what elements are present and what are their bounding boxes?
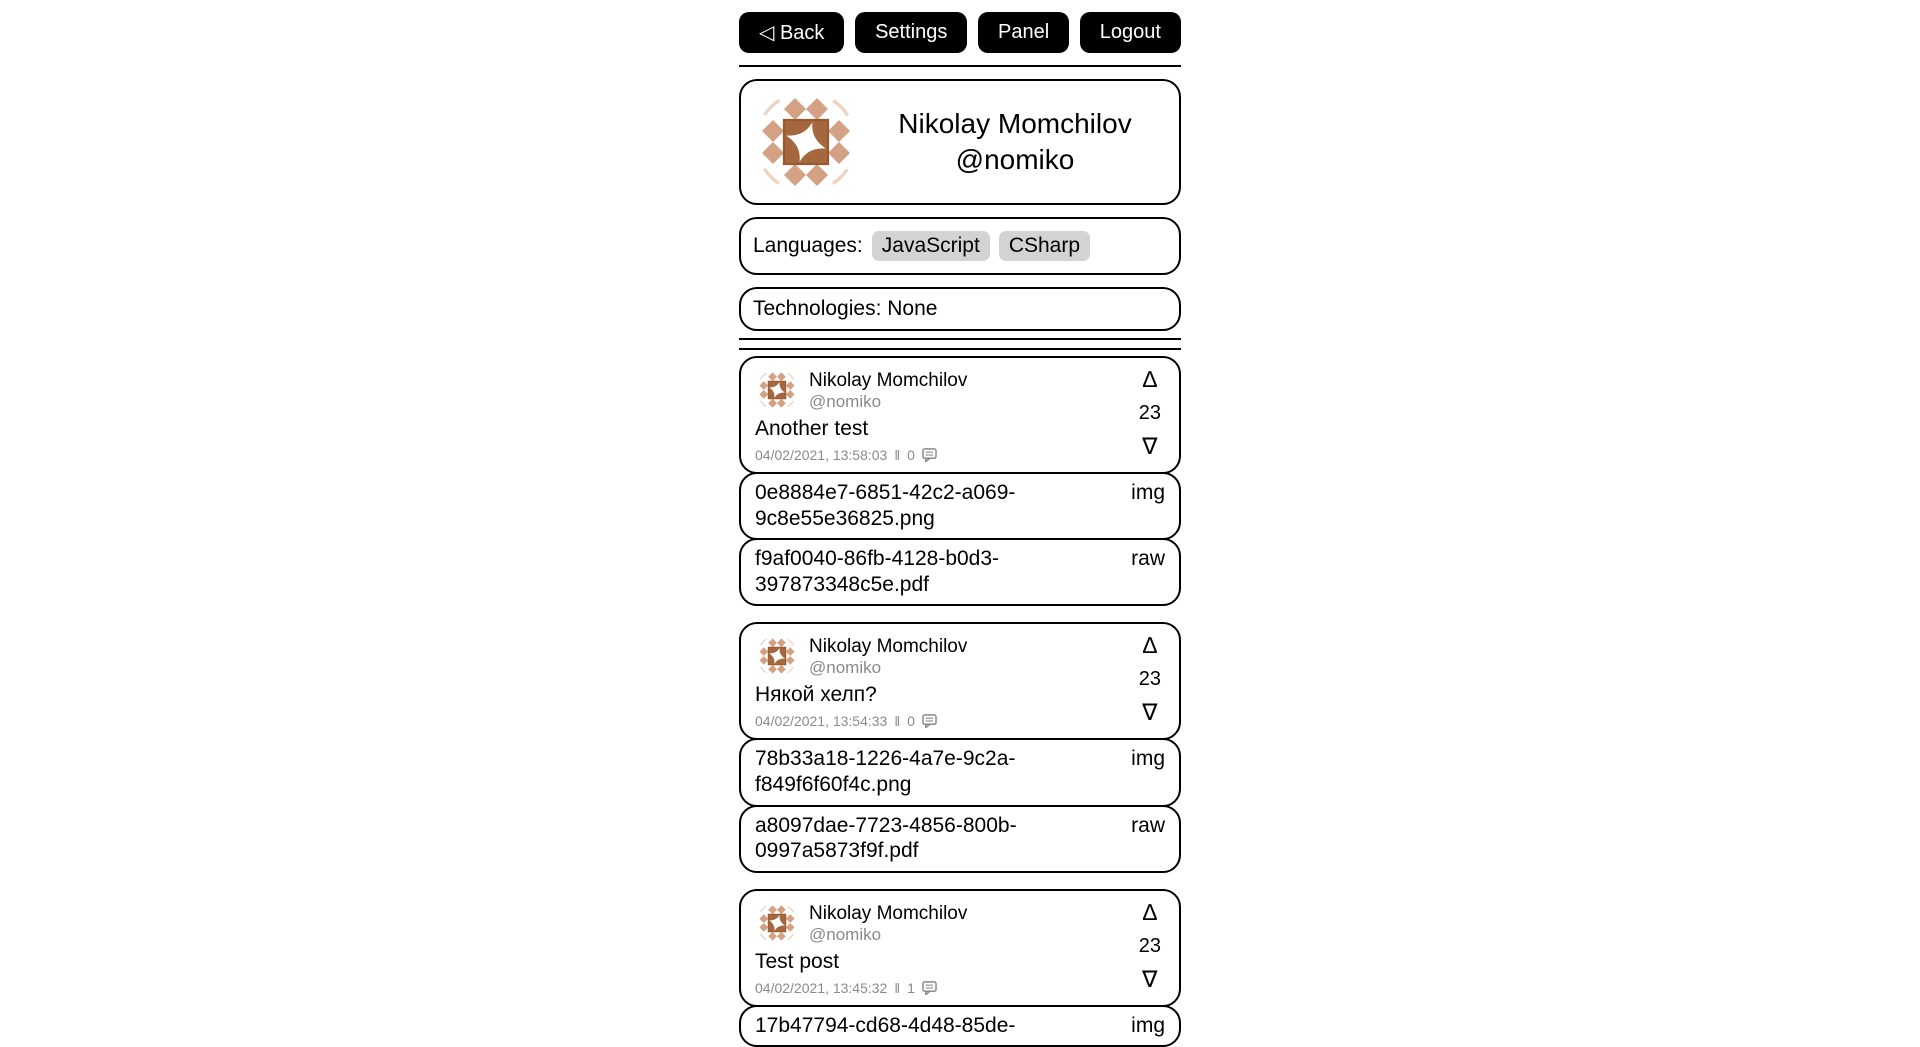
comment-count: 0 xyxy=(907,713,915,730)
post-header[interactable] xyxy=(739,889,1181,1007)
top-nav xyxy=(739,12,1181,53)
attachment-type: img xyxy=(1131,747,1165,771)
attachment-row[interactable] xyxy=(739,805,1181,873)
meta-separator: ‖ xyxy=(894,447,901,463)
downvote-button[interactable]: ∇ xyxy=(1142,699,1158,726)
upvote-button[interactable]: ∆ xyxy=(1142,632,1157,659)
nav-divider xyxy=(739,65,1181,67)
post-timestamp: 04/02/2021, 13:54:33 xyxy=(755,713,888,730)
post-meta xyxy=(755,447,1165,463)
vote-count: 23 xyxy=(1138,934,1161,957)
post-handle: @nomiko xyxy=(809,392,882,411)
post-author: Nikolay Momchilov xyxy=(809,902,968,924)
profile-name: Nikolay Momchilov xyxy=(898,107,1132,139)
post-author: Nikolay Momchilov xyxy=(809,636,968,658)
post-handle: @nomiko xyxy=(809,924,882,944)
downvote-button[interactable]: ∇ xyxy=(1142,965,1158,992)
technologies-label: Technologies: None xyxy=(753,297,938,320)
post-title[interactable]: Another test xyxy=(755,417,869,440)
back-button[interactable]: ◁ Back xyxy=(739,12,844,53)
languages-label: Languages: xyxy=(753,234,863,257)
comment-bubble-icon xyxy=(922,714,937,728)
attachment-row[interactable] xyxy=(739,1005,1181,1047)
post-meta xyxy=(755,713,1165,729)
comment-count: 0 xyxy=(907,447,915,463)
section-divider xyxy=(739,338,1181,350)
profile-avatar xyxy=(751,87,861,197)
attachment-filename: f9af0040-86fb-4128-b0d3-397873348c5e.pdf xyxy=(755,547,1000,596)
post-header[interactable] xyxy=(739,622,1181,740)
profile-handle: @nomiko xyxy=(955,144,1075,175)
attachment-filename: 0e8884e7-6851-42c2-a069-9c8e55e36825.png xyxy=(755,481,1016,530)
post-timestamp: 04/02/2021, 13:45:32 xyxy=(755,979,888,996)
attachment-type: raw xyxy=(1131,547,1165,571)
technologies-card xyxy=(739,287,1181,331)
post-header[interactable] xyxy=(739,356,1181,474)
panel-button[interactable]: Panel xyxy=(978,12,1069,53)
post-timestamp: 04/02/2021, 13:58:03 xyxy=(755,447,888,463)
post-title[interactable]: Някой хелп? xyxy=(755,683,877,707)
post-meta xyxy=(755,980,1165,996)
attachment-row[interactable] xyxy=(739,538,1181,606)
settings-button[interactable]: Settings xyxy=(855,12,967,53)
post-card xyxy=(739,622,1181,872)
profile-names xyxy=(861,106,1169,179)
profile-card xyxy=(739,79,1181,205)
downvote-button[interactable]: ∇ xyxy=(1142,433,1158,459)
languages-card xyxy=(739,217,1181,275)
upvote-button[interactable]: ∆ xyxy=(1142,366,1157,392)
attachment-filename: 17b47794-cd68-4d48-85de- xyxy=(755,1013,1016,1037)
post-author: Nikolay Momchilov xyxy=(809,370,968,391)
attachment-type: raw xyxy=(1131,813,1165,837)
post-title[interactable]: Test post xyxy=(755,949,840,973)
vote-column xyxy=(1139,368,1161,458)
attachment-row[interactable] xyxy=(739,472,1181,540)
comment-bubble-icon xyxy=(922,448,937,462)
vote-column xyxy=(1138,898,1161,992)
vote-count: 23 xyxy=(1138,402,1161,424)
comment-count: 1 xyxy=(907,979,915,996)
attachment-type: img xyxy=(1131,1013,1165,1037)
post-card xyxy=(739,356,1181,606)
meta-separator: ‖ xyxy=(894,979,901,996)
vote-count: 23 xyxy=(1138,668,1161,691)
attachment-type: img xyxy=(1131,481,1165,504)
logout-button[interactable]: Logout xyxy=(1080,12,1181,53)
attachment-row[interactable] xyxy=(739,738,1181,806)
post-handle: @nomiko xyxy=(809,658,882,678)
page-content xyxy=(739,0,1181,1047)
post-card xyxy=(739,889,1181,1047)
vote-column xyxy=(1139,634,1161,724)
comment-bubble-icon xyxy=(922,981,937,995)
post-avatar xyxy=(755,368,799,412)
language-tag-javascript[interactable]: JavaScript xyxy=(872,231,990,261)
post-avatar xyxy=(755,634,799,678)
post-avatar xyxy=(755,901,799,945)
attachment-filename: a8097dae-7723-4856-800b-0997a5873f9f.pdf xyxy=(755,813,1017,863)
meta-separator: ‖ xyxy=(894,713,901,730)
language-tag-csharp[interactable]: CSharp xyxy=(999,231,1090,261)
attachment-filename: 78b33a18-1226-4a7e-9c2a-f849f6f60f4c.png xyxy=(755,747,1016,797)
upvote-button[interactable]: ∆ xyxy=(1142,898,1157,925)
